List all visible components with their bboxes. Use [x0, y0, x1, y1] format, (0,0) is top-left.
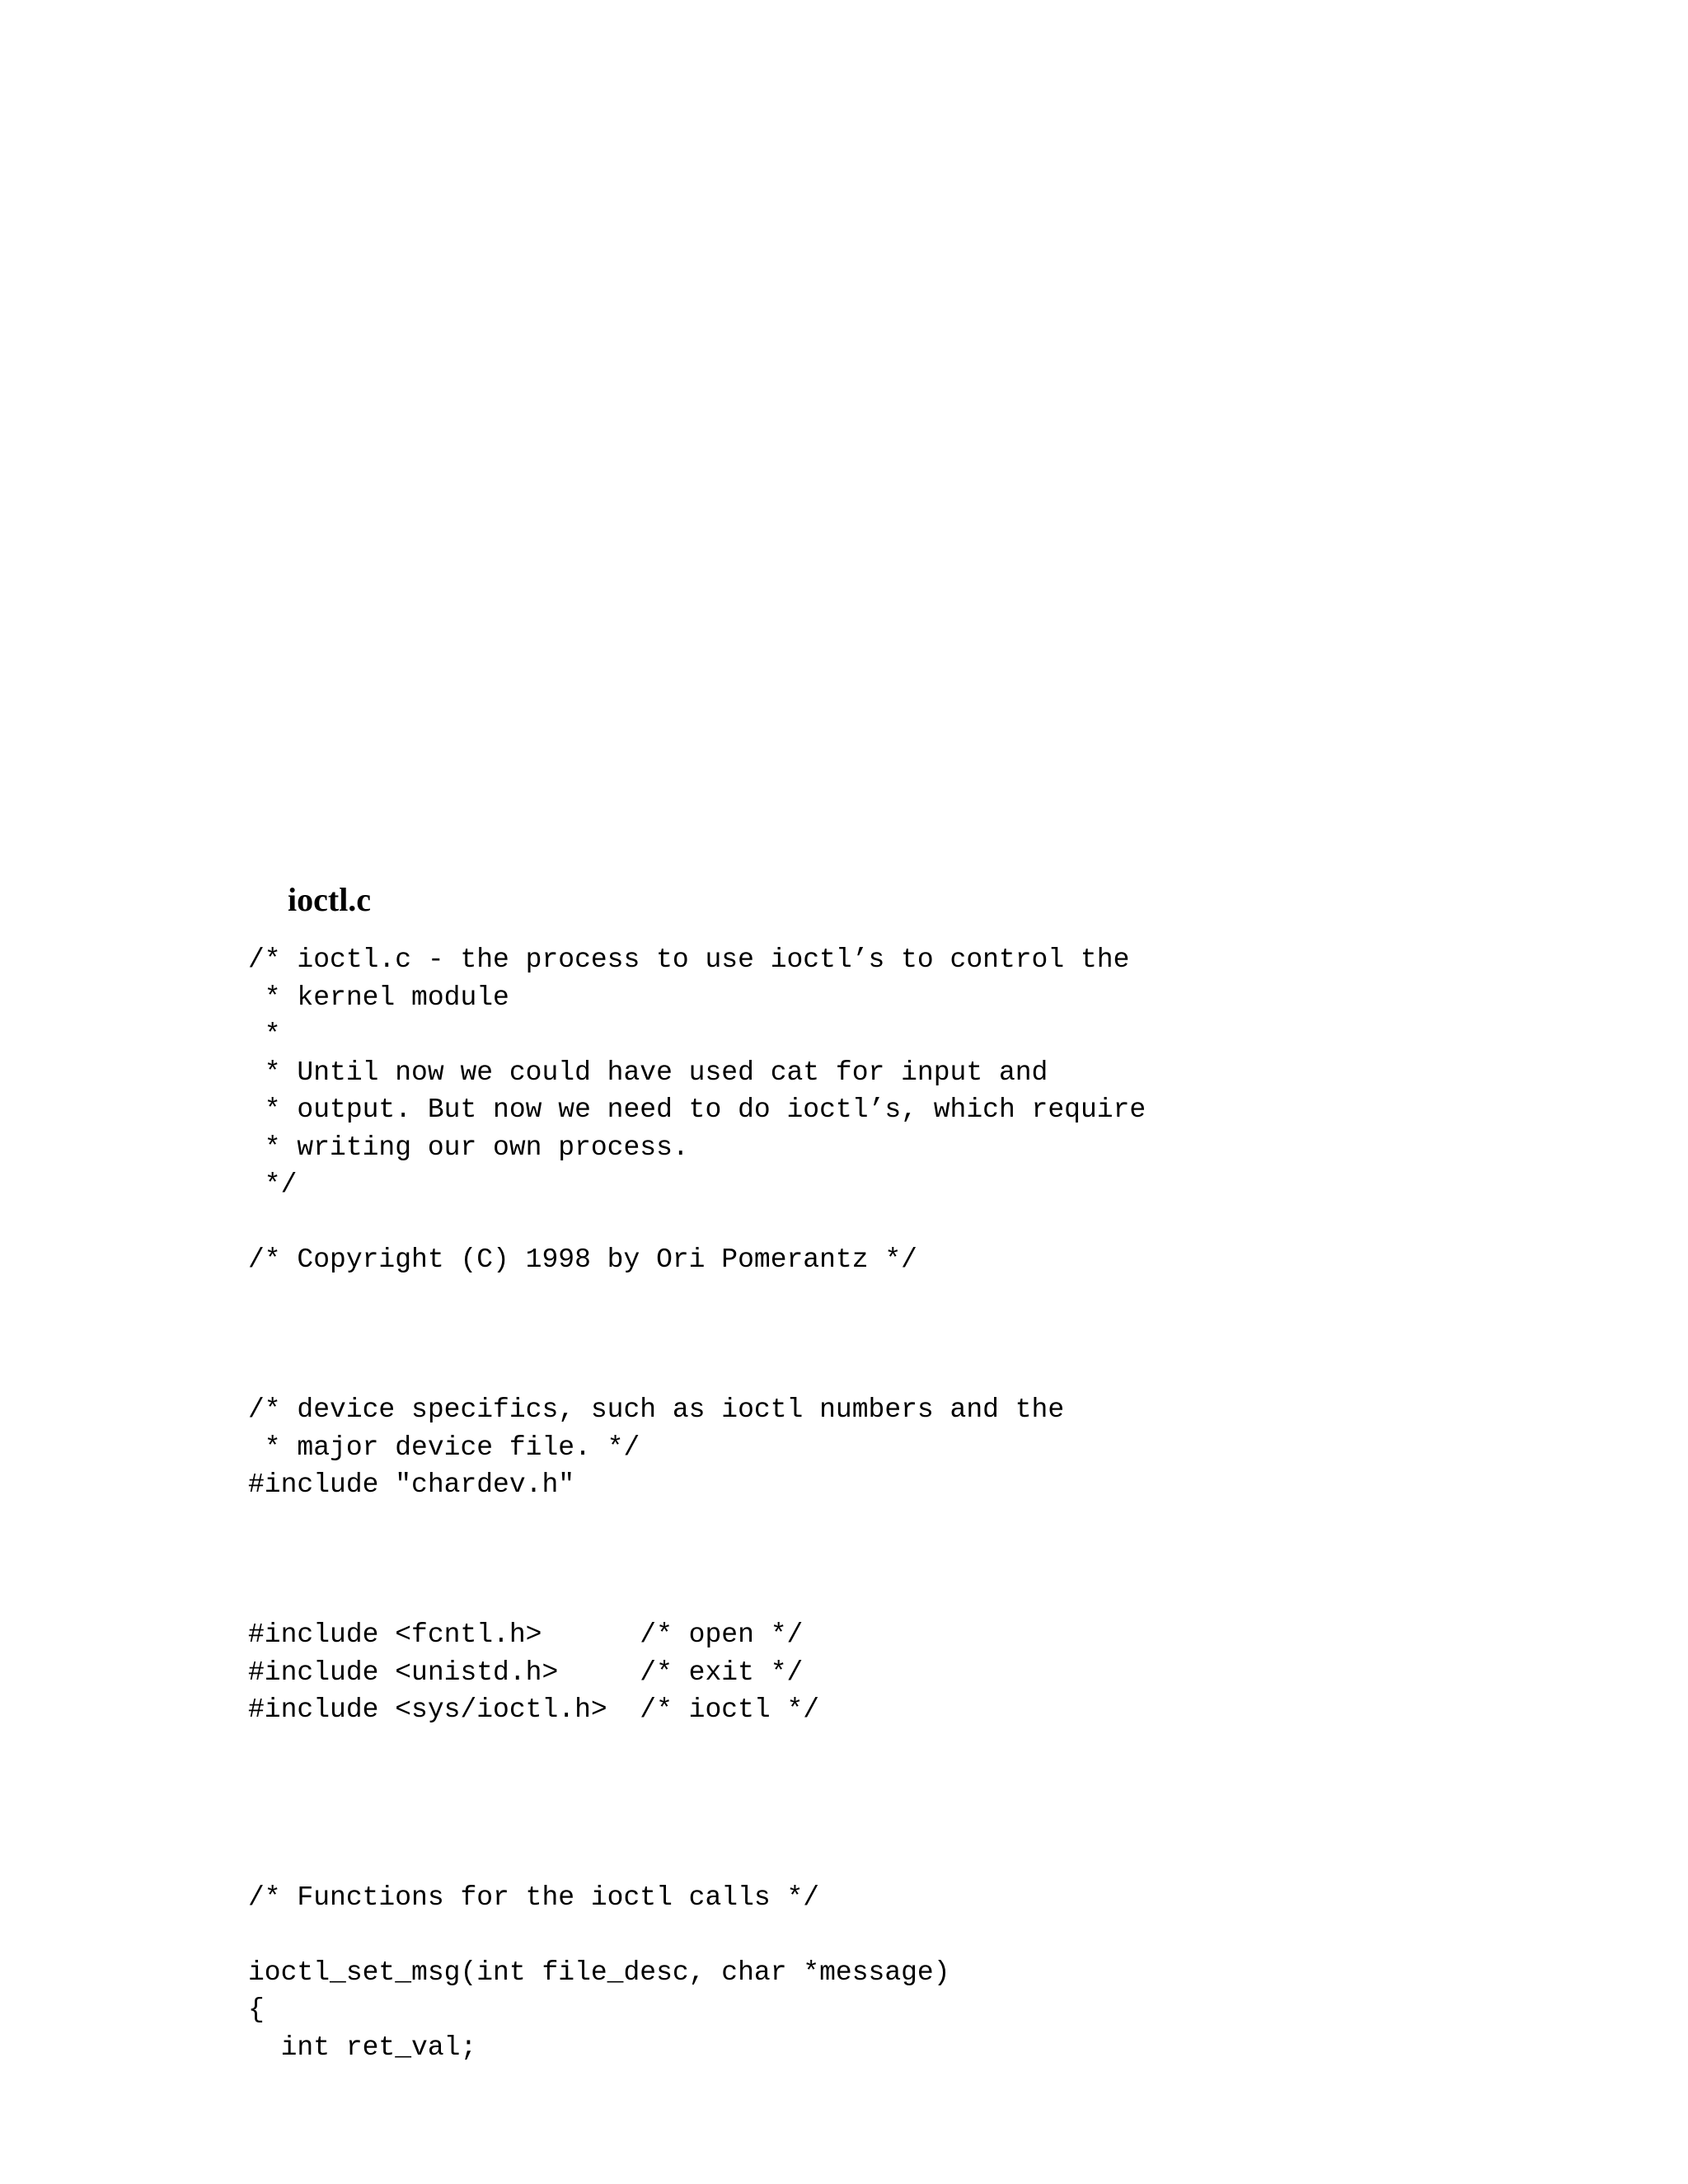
code-line: #include <unistd.h> /* exit */	[248, 1657, 804, 1688]
code-line: * output. But now we need to do ioctl’s, which require	[248, 1094, 1146, 1125]
code-line: *	[248, 1019, 281, 1050]
code-line	[248, 1766, 1146, 1804]
code-line: #include "chardev.h"	[248, 1469, 575, 1500]
code-line	[248, 1729, 1146, 1767]
code-line	[248, 1504, 1146, 1542]
code-line: #include <sys/ioctl.h> /* ioctl */	[248, 1694, 820, 1725]
code-line	[248, 1804, 1146, 1842]
code-line: int ret_val;	[248, 2032, 477, 2063]
section-heading: ioctl.c	[288, 881, 372, 918]
code-line: */	[248, 1169, 298, 1200]
code-line	[248, 1579, 1146, 1617]
code-line: #include <fcntl.h> /* open */	[248, 1619, 804, 1650]
code-line	[248, 1204, 1146, 1242]
code-line: /* Copyright (C) 1998 by Ori Pomerantz */	[248, 1244, 917, 1275]
code-line: * major device file. */	[248, 1432, 640, 1463]
code-line	[248, 1279, 1146, 1317]
code-listing	[248, 941, 1146, 2066]
code-line	[248, 1354, 1146, 1392]
code-line: /* ioctl.c - the process to use ioctl’s to control the	[248, 944, 1130, 975]
code-line: * Until now we could have used cat for input and	[248, 1057, 1048, 1088]
code-line: ioctl_set_msg(int file_desc, char *message)	[248, 1957, 950, 1988]
code-line	[248, 1916, 1146, 1954]
code-line	[248, 1316, 1146, 1354]
code-line	[248, 1541, 1146, 1579]
code-line: * kernel module	[248, 982, 509, 1013]
code-line: /* Functions for the ioctl calls */	[248, 1882, 820, 1913]
code-line: /* device specifics, such as ioctl numbers and the	[248, 1394, 1065, 1425]
code-line: {	[248, 1994, 265, 2025]
code-line: * writing our own process.	[248, 1132, 689, 1163]
code-line	[248, 1841, 1146, 1879]
